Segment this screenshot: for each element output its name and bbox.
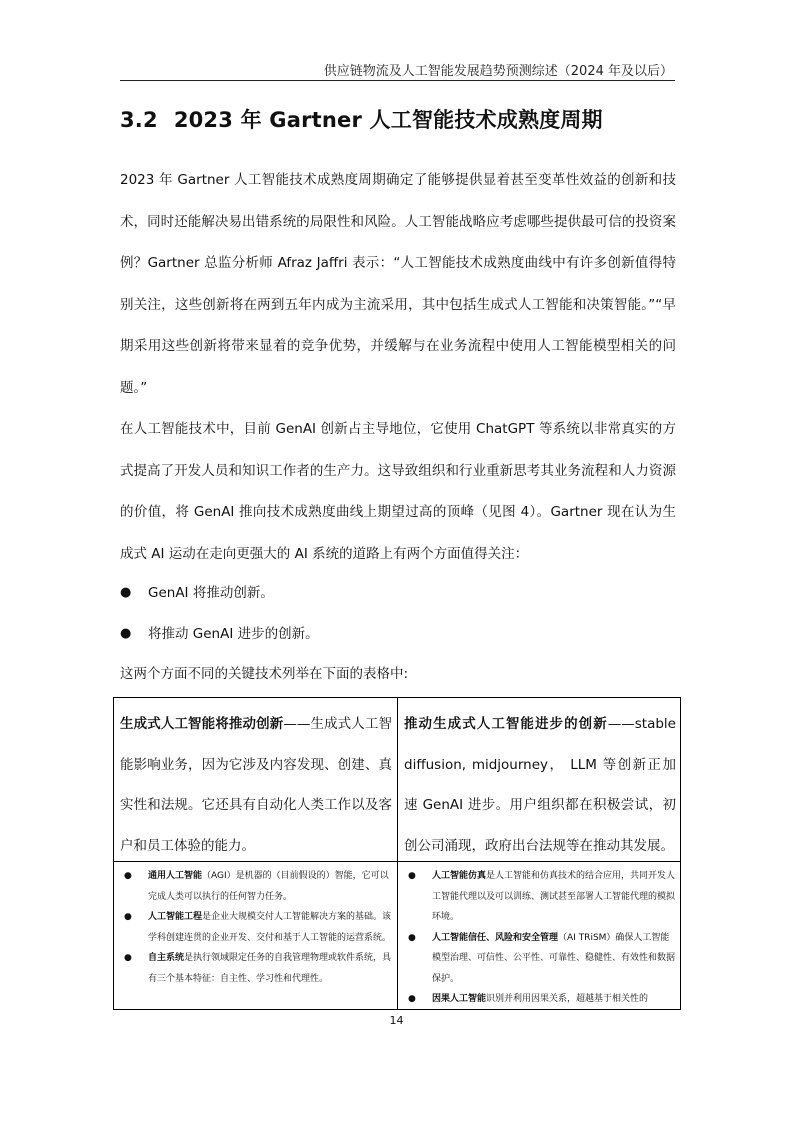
term: 人工智能信任、风险和安全管理 [432,932,559,943]
list-item [406,928,676,990]
definition: 识别并利用因果关系，超越基于相关性的 [486,994,649,1004]
list-item [406,989,676,1010]
bullet-dot-icon: ● [408,994,416,1004]
term: 通用人工智能 [148,871,203,881]
page-number: 14 [389,1014,404,1027]
definition: （AI TRiSM）确保人工智能模型治理、可信性、公平性、可靠性、稳健性、有效性和数据保护。 [432,932,676,984]
table-intro: 这两个方面不同的关键技术列举在下面的表格中: [120,666,409,682]
definition: （AGI）是机器的（目前假设的）智能，它可以完成人类可以执行的任何智力任务。 [148,871,389,902]
bullet-dot-icon: ● [120,585,132,600]
definition: 是企业大规模交付人工智能解决方案的基础。该学科创建连贯的企业开发、交付和基于人工智能的运营系统。 [148,912,392,943]
header-rule [120,80,675,81]
bullet-dot-icon: ● [124,953,132,963]
definition: 是人工智能和仿真技术的结合应用，共同开发人工智能代理以及可以训练、测试甚至部署人工智能代理的模拟环境。 [432,871,676,922]
body-text [120,160,676,575]
bullet-list [120,578,676,660]
term: 自主系统 [148,953,185,963]
header-left-text: ——生成式人工智能影响业务，因为它涉及内容发现、创建、真实性和法规。它还具有自动化人类工作以及客户和员工体验的能力。 [120,716,393,854]
header-right-text: ——stable diffusion, midjourney， LLM 等创新正加速 GenAI 进步。用户组织都在积极尝试，初创公司涌现，政府出台法规等在推动其发展。 [404,716,676,854]
table-header-left [120,704,392,866]
header-right-bold: 推动生成式人工智能进步的创新 [404,716,608,732]
table-header-right [404,704,676,866]
table-cell-right [406,866,676,1010]
list-item [122,866,392,907]
bullet-dot-icon: ● [124,871,132,881]
section-number: 3.2 [120,108,158,132]
term: 因果人工智能 [432,994,487,1004]
header-left-bold: 生成式人工智能将推动创新 [120,716,284,732]
list-item [122,948,392,989]
bullet-text: 将推动 GenAI 进步的创新。 [148,626,319,642]
section-title [120,104,603,134]
comparison-table [113,697,681,1010]
term: 人工智能工程 [148,912,203,922]
paragraph-2: 在人工智能技术中，目前 GenAI 创新占主导地位，它使用 ChatGPT 等系统以非常真实的方式提高了开发人员和知识工作者的生产力。这导致组织和行业重新思考其业务流程和人力资源的价值，将 GenAI 推向技术成熟度曲线上期望过高的顶峰（见图 4）。Gartner 现在认为生成式 AI 运动在走向更强大的 AI 系统的道路上有两个方面值得关注： [120,421,676,562]
list-item [120,619,676,660]
definition: 是执行领域限定任务的自我管理物理或软件系统，具有三个基本特征：自主性、学习性和代理性。 [148,953,392,984]
term: 人工智能仿真 [432,871,487,881]
list-item [406,866,676,928]
running-header: 供应链物流及人工智能发展趋势预测综述（2024 年及以后） [323,64,673,79]
table-vertical-rule [397,698,398,1009]
bullet-dot-icon: ● [408,932,416,943]
table-cell-left [122,866,392,989]
list-item [120,578,676,619]
list-item [122,907,392,948]
bullet-dot-icon: ● [120,626,132,641]
section-title-text: 2023 年 Gartner 人工智能技术成熟度周期 [173,108,603,132]
paragraph-1: 2023 年 Gartner 人工智能技术成熟度周期确定了能够提供显着甚至变革性效益的创新和技术，同时还能解决易出错系统的局限性和风险。人工智能战略应考虑哪些提供最可信的投资案例？Gartner 总监分析师 Afraz Jaffri 表示：“人工智能技术成熟度曲线中有许多创新值得特别关注，这些创新将在两到五年内成为主流采用，其中包括生成式人工智能和决策智能。”“早期采用这些创新将带来显着的竞争优势，并缓解与在业务流程中使用人工智能模型相关的问题。” [120,172,676,396]
bullet-dot-icon: ● [124,912,132,922]
bullet-dot-icon: ● [408,871,416,881]
bullet-text: GenAI 将推动创新。 [148,585,274,601]
